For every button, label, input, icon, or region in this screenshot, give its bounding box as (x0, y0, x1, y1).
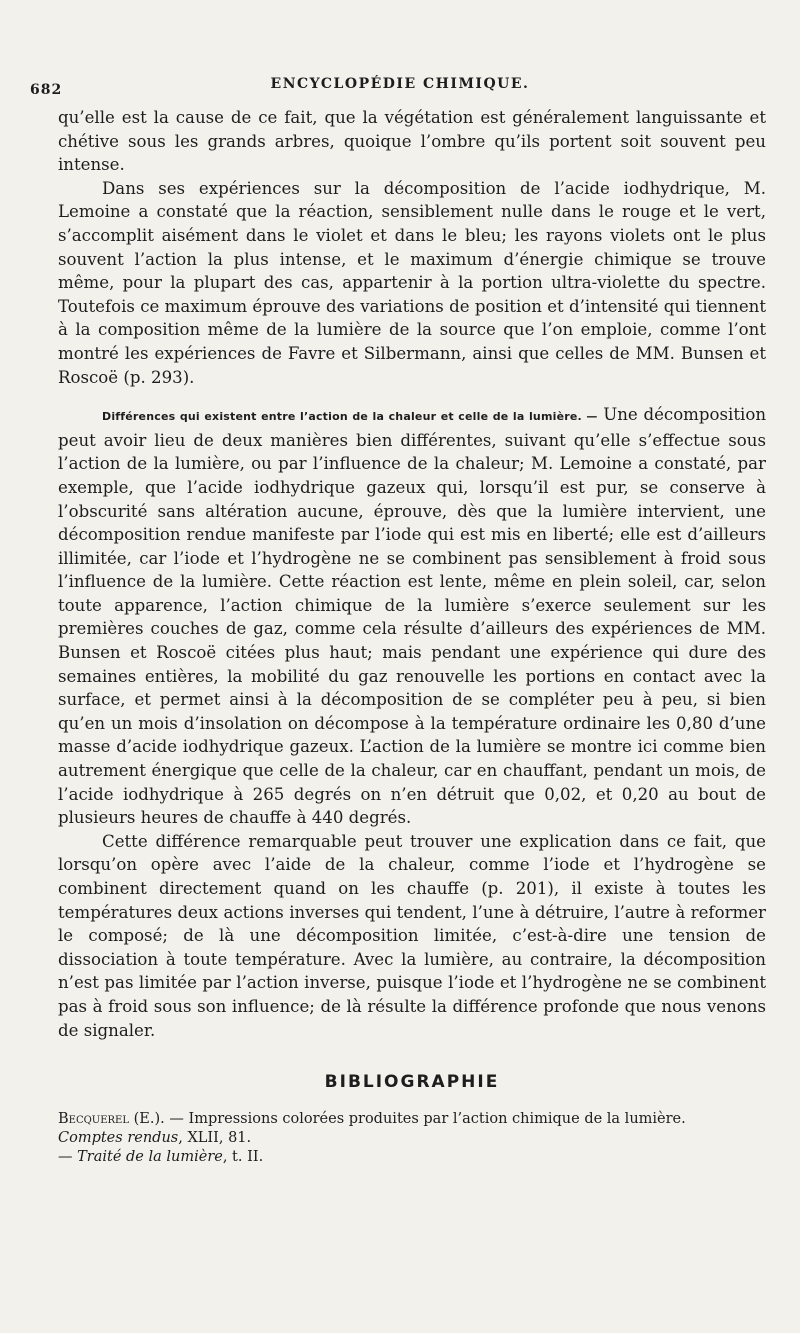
bibliography-entry (58, 1110, 766, 1167)
work-2-reference: , t. II. (222, 1149, 264, 1166)
author-initial: (E.). — (129, 1111, 189, 1128)
paragraph-2: Dans ses expériences sur la décomposition de l’acide iodhydrique, M. Lemoine a constaté que la réaction, sensiblement nulle dans le rouge et le vert, s’accomplit aisément dans le violet et dans le bleu; les rayons violets ont le plus souvent l’action la plus intense, et le maximum d’énergie chimique se trouve même, pour la plupart des cas, appartenir à la portion ultra-violette du spectre. Toutefois ce maximum éprouve des variations de position et d’intensité qui tiennent à la composition même de la lumière de la source que l’on emploie, comme l’ont montré les expériences de Favre et Silbermann, ainsi que celles de MM. Bunsen et Roscoë (p. 293). (58, 178, 766, 387)
journal-reference: , XLII, 81. (178, 1130, 252, 1147)
bibliography-line-1 (58, 1110, 766, 1129)
bibliography-title: BIBLIOGRAPHIE (324, 1072, 500, 1093)
work-title-1: Impressions colorées produites par l’action chimique de la lumière. (188, 1111, 686, 1128)
work-2-prefix: — (58, 1149, 78, 1166)
journal-name: Comptes rendus (58, 1130, 179, 1147)
body-text (58, 106, 766, 1042)
author-name: Becquerel (58, 1111, 130, 1128)
paragraph-3-text: Une décomposition peut avoir lieu de deux manières bien différentes, suivant qu’elle s’effectue sous l’action de la lumière, ou par l’influence de la chaleur; M. Lemoine a constaté, par exemple, que l’acide iodhydrique gazeux qui, lorsqu’il est pur, se conserve à l’obscurité sans altération aucune, éprouve, dès que la lumière intervient, une décomposition rendue manifeste par l’iode qui est mis en liberté; elle est d’ailleurs illimitée, car l’iode et l’hydrogène ne se combinent pas sensiblement à froid sous l’influence de la lumière. Cette réaction est lente, même en plein soleil, car, selon toute apparence, l’action chimique de la lumière s’exerce seulement sur les premières couches de gaz, comme cela résulte d’ailleurs des expériences de MM. Bunsen et Roscoë citées plus haut; mais pendant une expérience qui dure des semaines entières, la mobilité du gaz renouvelle les portions en contact avec la surface, et permet ainsi à la décomposition de se compléter peu à peu, si bien qu’en un mois d’insolation on décompose à la température ordinaire les 0,80 d’une masse d’acide iodhydrique gazeux. L’action de la lumière se montre ici comme bien autrement énergique que celle de la chaleur, car en chauffant, pendant un mois, de l’acide iodhydrique à 265 degrés on n’en détruit que 0,02, et 0,20 au bout de plusieurs heures de chauffe à 440 degrés. (58, 405, 767, 828)
running-title: ENCYCLOPÉDIE CHIMIQUE. (270, 76, 530, 92)
bibliography-line-3 (58, 1148, 766, 1167)
paragraph-4: Cette différence remarquable peut trouver une explication dans ce fait, que lorsqu’on opère avec l’aide de la chaleur, comme l’iode et l’hydrogène se combinent directement quand on les chauffe (p. 201), il existe à toutes les températures deux actions inverses qui tendent, l’une à détruire, l’autre à reformer le composé; de là une décomposition limitée, c’est-à-dire une tension de dissociation à toute température. Avec la lumière, au contraire, la décomposition n’est pas limitée par l’action inverse, puisque l’iode et l’hydrogène ne se combinent pas à froid sous son influence; de là résulte la différence profonde que nous venons de signaler. (58, 831, 766, 1040)
page-number: 682 (30, 82, 63, 98)
section-heading: Différences qui existent entre l’action de la chaleur et celle de la lumière. — (102, 410, 598, 424)
bibliography-line-2 (58, 1129, 766, 1148)
paragraph-1: qu’elle est la cause de ce fait, que la végétation est généralement languissante et chétive sous les grands arbres, quoique l’ombre qu’ils portent soit souvent peu intense. (58, 108, 766, 175)
work-title-2: Traité de la lumière (77, 1149, 223, 1166)
paragraph-3 (58, 403, 766, 830)
section-differences (58, 403, 766, 830)
bibliography (58, 1072, 766, 1167)
